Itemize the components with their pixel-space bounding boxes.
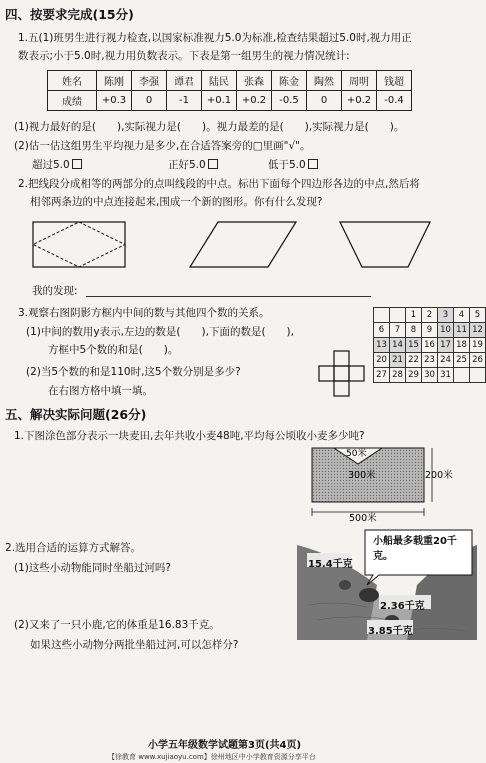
table-cell: +0.3 <box>97 91 132 111</box>
s5-q2-title: 2.选用合适的运算方式解答。 <box>5 542 142 554</box>
calendar-cell[interactable]: 7 <box>390 323 406 338</box>
calendar-cell[interactable]: 29 <box>406 368 422 383</box>
option-equal[interactable] <box>168 157 218 172</box>
table-cell: +0.2 <box>237 91 272 111</box>
animal-figure <box>359 588 379 602</box>
vision-table-header-row <box>48 71 412 91</box>
calendar-row <box>374 353 486 368</box>
table-cell: +0.1 <box>202 91 237 111</box>
checkbox[interactable] <box>308 159 318 169</box>
table-cell: 陈金 <box>272 71 307 91</box>
table-cell: 谭君 <box>167 71 202 91</box>
table-cell: 成绩 <box>48 91 97 111</box>
calendar-cell[interactable]: 17 <box>438 338 454 353</box>
calendar-cell[interactable]: 26 <box>470 353 486 368</box>
calendar-cell[interactable] <box>374 308 390 323</box>
calendar-cell[interactable]: 19 <box>470 338 486 353</box>
rectangle-shape <box>33 222 125 267</box>
calendar-cell[interactable]: 8 <box>406 323 422 338</box>
table-cell: 0 <box>132 91 167 111</box>
calendar-cell[interactable]: 22 <box>406 353 422 368</box>
vision-table <box>47 70 412 111</box>
calendar-cell[interactable]: 28 <box>390 368 406 383</box>
q2-line2: 相邻两条边的中点连接起来,围成一个新的图形。你有什么发现? <box>30 196 323 208</box>
table-cell: 0 <box>307 91 342 111</box>
table-cell: -0.4 <box>377 91 412 111</box>
dimension-side-label: 200米 <box>425 470 453 481</box>
table-cell: 周明 <box>342 71 377 91</box>
calendar-cell[interactable]: 5 <box>470 308 486 323</box>
calendar-cell[interactable]: 16 <box>422 338 438 353</box>
section5-title: 五、解决实际问题(26分) <box>5 407 147 422</box>
calendar-cell[interactable]: 12 <box>470 323 486 338</box>
calendar-row <box>374 308 486 323</box>
s5-q2-sub2b: 如果这些小动物分两批坐船过河,可以怎样分? <box>30 639 239 651</box>
calendar-cell[interactable]: 15 <box>406 338 422 353</box>
section4-title: 四、按要求完成(15分) <box>5 7 134 22</box>
dimension-inner-label: 300米 <box>348 470 376 481</box>
calendar-cell[interactable]: 25 <box>454 353 470 368</box>
q1-intro-line2: 数表示;小于5.0时,视力用负数表示。下表是第一组男生的视力情况统计: <box>18 50 350 62</box>
calendar-cell[interactable]: 18 <box>454 338 470 353</box>
checkbox[interactable] <box>72 159 82 169</box>
vision-table-score-row <box>48 91 412 111</box>
calendar-cell[interactable]: 14 <box>390 338 406 353</box>
option-label: 正好5.0 <box>168 159 206 171</box>
calendar-row <box>374 323 486 338</box>
calendar-grid <box>373 307 486 383</box>
q3-sub1b: 方框中5个数的和是( )。 <box>48 344 179 356</box>
calendar-cell[interactable]: 21 <box>390 353 406 368</box>
calendar-cell[interactable]: 6 <box>374 323 390 338</box>
calendar-cell[interactable]: 20 <box>374 353 390 368</box>
q2-line1: 2.把线段分成相等的两部分的点叫线段的中点。标出下面每个四边形各边的中点,然后将 <box>18 178 420 190</box>
bubble-text: 小船最多载重20千克。 <box>373 536 457 562</box>
checkbox[interactable] <box>208 159 218 169</box>
calendar-cell[interactable]: 3 <box>438 308 454 323</box>
page-footer: 小学五年级数学试题第3页(共4页) <box>148 740 302 751</box>
discovery-label: 我的发现: <box>32 285 78 297</box>
calendar-cell[interactable]: 4 <box>454 308 470 323</box>
q1-sub1: (1)视力最好的是( ),实际视力是( )。视力最差的是( ),实际视力是( )。 <box>14 121 405 133</box>
option-below[interactable] <box>268 157 318 172</box>
q3-sub1a: (1)中间的数用y表示,左边的数是( ),下面的数是( ), <box>26 326 294 338</box>
table-cell: 张森 <box>237 71 272 91</box>
table-cell: 李强 <box>132 71 167 91</box>
calendar-cell[interactable]: 13 <box>374 338 390 353</box>
trapezoid-shape <box>340 222 430 267</box>
calendar-cell[interactable]: 10 <box>438 323 454 338</box>
option-label: 低于5.0 <box>268 159 306 171</box>
calendar-cell[interactable]: 23 <box>422 353 438 368</box>
wheat-field-figure <box>300 440 460 525</box>
calendar-cell[interactable]: 1 <box>406 308 422 323</box>
dimension-top-label: 50米 <box>346 449 367 459</box>
option-above[interactable] <box>32 157 82 172</box>
parallelogram-shape <box>190 222 296 267</box>
table-cell: +0.2 <box>342 91 377 111</box>
calendar-cell[interactable]: 9 <box>422 323 438 338</box>
q3-line1: 3.观察右图阴影方框内中间的数与其他四个数的关系。 <box>18 307 270 319</box>
cross-grid-figure <box>318 350 366 398</box>
quadrilaterals-figure <box>0 210 486 275</box>
calendar-row <box>374 338 486 353</box>
table-cell: 姓名 <box>48 71 97 91</box>
s5-q2-sub2a: (2)又来了一只小鹿,它的体重是16.83千克。 <box>14 619 220 631</box>
weight-label-1: 15.4千克 <box>308 559 353 570</box>
calendar-cell[interactable]: 24 <box>438 353 454 368</box>
dimension-bottom-label: 500米 <box>349 513 377 524</box>
calendar-cell[interactable] <box>470 368 486 383</box>
weight-label-3: 3.85千克 <box>368 626 413 637</box>
animal-figure <box>339 580 351 590</box>
calendar-cell[interactable] <box>390 308 406 323</box>
answer-line[interactable] <box>86 296 371 297</box>
table-cell: 钱超 <box>377 71 412 91</box>
calendar-cell[interactable]: 2 <box>422 308 438 323</box>
table-cell: 陈刚 <box>97 71 132 91</box>
calendar-cell[interactable]: 30 <box>422 368 438 383</box>
option-label: 超过5.0 <box>32 159 70 171</box>
calendar-cell[interactable]: 27 <box>374 368 390 383</box>
calendar-cell[interactable] <box>454 368 470 383</box>
calendar-cell[interactable]: 31 <box>438 368 454 383</box>
s5-q1-text: 1.下图涂色部分表示一块麦田,去年共收小麦48吨,平均每公顷收小麦多少吨? <box>14 430 365 442</box>
q1-sub2: (2)估一估这组男生平均视力是多少,在合适答案旁的□里画"√"。 <box>14 140 311 152</box>
table-cell: 陆民 <box>202 71 237 91</box>
calendar-row <box>374 368 486 383</box>
q1-intro-line1: 1.五(1)班男生进行视力检查,以国家标准视力5.0为标准,检查结果超过5.0时,视力用正 <box>18 32 412 44</box>
source-footer: 【徐教育 www.xujiaoyu.com】徐州地区中小学教育资源分享平台 <box>108 753 316 761</box>
table-cell: 陶然 <box>307 71 342 91</box>
calendar-cell[interactable]: 11 <box>454 323 470 338</box>
q3-sub2b: 在右图方格中填一填。 <box>48 385 153 397</box>
table-cell: -1 <box>167 91 202 111</box>
table-cell: -0.5 <box>272 91 307 111</box>
q3-sub2a: (2)当5个数的和是110时,这5个数分别是多少? <box>26 366 241 378</box>
s5-q2-sub1: (1)这些小动物能同时坐船过河吗? <box>14 562 171 574</box>
weight-label-2: 2.36千克 <box>380 601 425 612</box>
